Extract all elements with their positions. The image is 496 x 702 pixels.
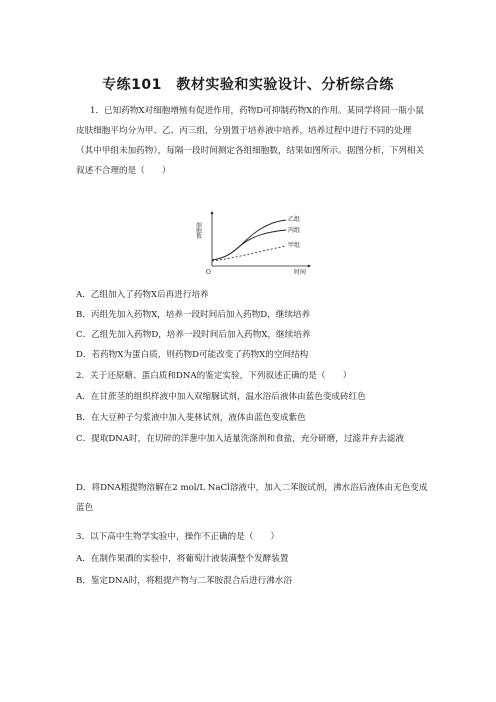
curve-bing [212, 230, 286, 260]
legend-jia: 甲组 [288, 242, 301, 249]
q1-option-a: A．乙组加入了药物X后再进行培养 [76, 290, 209, 300]
q2-option-a: A．在甘蔗茎的组织样液中加入双缩脲试剂，温水浴后液体由蓝色变成砖红色 [76, 392, 366, 402]
legend-bing: 丙组 [288, 227, 301, 234]
q1-option-c: C．乙组先加入药物D，培养一段时间后加入药物X，继续培养 [76, 330, 311, 340]
question-3-stem: 3．以下高中生物学实验中，操作不正确的是（ ） [76, 532, 280, 542]
q2-option-c: C．提取DNA时，在切碎的洋葱中加入适量洗涤剂和食盐，充分研磨，过滤并弃去滤液 [76, 434, 404, 444]
q2-option-d: D．将DNA粗提物溶解在2 mol/L NaCl溶液中，加入二苯胺试剂，沸水浴后液体由无色变成蓝色 [76, 483, 428, 513]
question-1-stem: 1．已知药物X对细胞增殖有促进作用，药物D可抑制药物X的作用。某同学将同一瓶小鼠皮肤细胞平均分为甲、乙、丙三组，分别置于培养液中培养，培养过程中进行不同的处理（其中甲组未加药物），每隔一段时间测定各组细胞数，结果如图所示。据图分析，下列相关叙述不合理的是（ ） [76, 106, 425, 176]
y-axis-label: 细胞数 [195, 222, 201, 239]
origin-label: O [206, 269, 211, 276]
curve-jia [212, 246, 286, 261]
x-axis-arrow-icon [308, 265, 311, 268]
x-axis-label: 时间 [294, 269, 307, 276]
cell-count-figure [196, 208, 316, 278]
q3-option-b: B．鉴定DNA时，将粗提产物与二苯胺混合后进行沸水浴 [76, 576, 292, 586]
y-axis-arrow-icon [211, 211, 214, 214]
question-2-stem: 2．关于还原糖、蛋白质和DNA的鉴定实验，下列叙述正确的是（ ） [76, 371, 352, 381]
q1-option-b: B．丙组先加入药物X，培养一段时间后加入药物D，继续培养 [76, 310, 311, 320]
q2-option-b: B．在大豆种子匀浆液中加入斐林试剂，液体由蓝色变成紫色 [76, 413, 306, 423]
legend-yi: 乙组 [288, 216, 301, 223]
q3-option-a: A．在制作果酒的实验中，将葡萄汁液装满整个发酵装置 [76, 554, 289, 564]
q1-option-d: D．若药物X为蛋白质，则药物D可能改变了药物X的空间结构 [76, 350, 309, 360]
page-title: 专练101 教材实验和实验设计、分析综合练 [102, 77, 394, 93]
